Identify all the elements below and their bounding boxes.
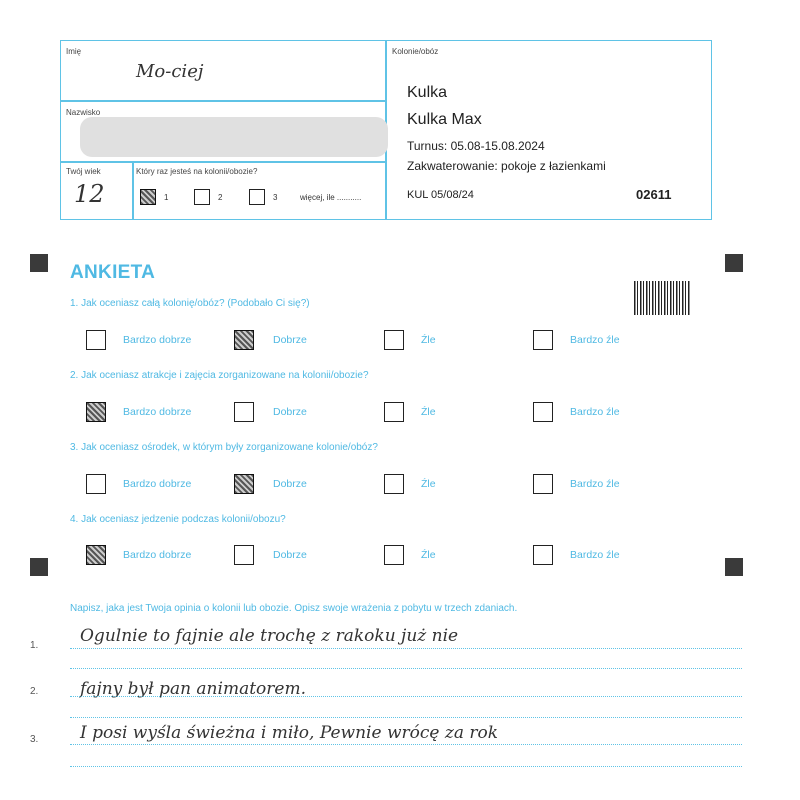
q3-option-label-3: Źle — [421, 478, 436, 490]
ktory-raz-opt1: 1 — [164, 193, 169, 202]
q3-option-label-4: Bardzo źle — [570, 478, 620, 490]
q3-option-checkbox-1[interactable] — [86, 474, 106, 494]
q1-option-checkbox-1[interactable] — [86, 330, 106, 350]
q1-option-label-3: Źle — [421, 334, 436, 346]
opinion-line-1[interactable]: Ogulnie to fajnie ale trochę z rakoku już nie — [80, 626, 459, 646]
camp-code: KUL 05/08/24 — [407, 189, 474, 201]
q4-option-label-3: Źle — [421, 549, 436, 561]
q4-option-checkbox-3[interactable] — [384, 545, 404, 565]
question-1: 1. Jak oceniasz całą kolonię/obóz? (Podobało Ci się?) — [70, 298, 310, 309]
q3-option-label-2: Dobrze — [273, 478, 307, 490]
opinion-line-3[interactable]: I posi wyśla świeżna i miło, Pewnie wrócę za rok — [80, 723, 499, 743]
survey-title: ANKIETA — [70, 262, 156, 283]
q1-option-checkbox-2[interactable] — [234, 330, 254, 350]
writing-line-dotted — [70, 696, 742, 697]
turnus: Turnus: 05.08-15.08.2024 — [407, 139, 545, 153]
question-4: 4. Jak oceniasz jedzenie podczas kolonii/obozu? — [70, 514, 286, 525]
q3-option-checkbox-2[interactable] — [234, 474, 254, 494]
ktory-raz-opt3: 3 — [273, 193, 278, 202]
writing-line-dotted — [70, 717, 742, 718]
registration-mark — [725, 254, 743, 272]
writing-line-dotted — [70, 744, 742, 745]
line-number-1: 1. — [30, 640, 39, 651]
ktory-raz-checkbox-2[interactable] — [194, 189, 210, 205]
opinion-line-2[interactable]: fajny był pan animatorem. — [80, 679, 306, 699]
line-number-3: 3. — [30, 734, 39, 745]
line-number-2: 2. — [30, 686, 39, 697]
wiek-value: 12 — [74, 180, 105, 208]
camp-name: Kulka — [407, 84, 448, 101]
q1-option-checkbox-4[interactable] — [533, 330, 553, 350]
wiecej-label: więcej, ile ........... — [300, 193, 362, 202]
q3-option-label-1: Bardzo dobrze — [123, 478, 192, 490]
q4-option-checkbox-1[interactable] — [86, 545, 106, 565]
ktory-raz-checkbox-3[interactable] — [249, 189, 265, 205]
q2-option-label-4: Bardzo źle — [570, 406, 620, 418]
q2-option-label-2: Dobrze — [273, 406, 307, 418]
q3-option-checkbox-3[interactable] — [384, 474, 404, 494]
q1-option-label-4: Bardzo źle — [570, 334, 620, 346]
q4-option-checkbox-4[interactable] — [533, 545, 553, 565]
camp-number: 02611 — [636, 187, 672, 202]
opinion-prompt: Napisz, jaka jest Twoja opinia o kolonii lub obozie. Opisz swoje wrażenia z pobytu w trzech zdaniach. — [70, 603, 518, 614]
writing-line-dotted — [70, 766, 742, 767]
zakwaterowanie: Zakwaterowanie: pokoje z łazienkami — [407, 159, 606, 173]
q2-option-label-1: Bardzo dobrze — [123, 406, 192, 418]
q2-option-checkbox-4[interactable] — [533, 402, 553, 422]
q4-option-label-4: Bardzo źle — [570, 549, 620, 561]
registration-mark — [30, 558, 48, 576]
q4-option-checkbox-2[interactable] — [234, 545, 254, 565]
q2-option-checkbox-2[interactable] — [234, 402, 254, 422]
question-3: 3. Jak oceniasz ośrodek, w którym były zorganizowane kolonie/obóz? — [70, 442, 378, 453]
q2-option-label-3: Źle — [421, 406, 436, 418]
ktory-raz-label: Który raz jesteś na kolonii/obozie? — [136, 167, 258, 176]
writing-line-dotted — [70, 668, 742, 669]
q1-option-label-1: Bardzo dobrze — [123, 334, 192, 346]
imie-value: Mo-ciej — [136, 61, 204, 82]
nazwisko-redacted — [80, 117, 388, 157]
question-2: 2. Jak oceniasz atrakcje i zajęcia zorganizowane na kolonii/obozie? — [70, 370, 369, 381]
q2-option-checkbox-1[interactable] — [86, 402, 106, 422]
imie-label: Imię — [66, 47, 82, 56]
q3-option-checkbox-4[interactable] — [533, 474, 553, 494]
wiek-label: Twój wiek — [66, 167, 101, 176]
registration-mark — [30, 254, 48, 272]
nazwisko-label: Nazwisko — [66, 108, 101, 117]
kolonie-label: Kolonie/obóz — [392, 47, 439, 56]
ktory-raz-checkbox-1[interactable] — [140, 189, 156, 205]
camp-sub: Kulka Max — [407, 111, 482, 128]
q2-option-checkbox-3[interactable] — [384, 402, 404, 422]
writing-line-dotted — [70, 648, 742, 649]
q1-option-checkbox-3[interactable] — [384, 330, 404, 350]
barcode — [634, 281, 690, 315]
q4-option-label-2: Dobrze — [273, 549, 307, 561]
q1-option-label-2: Dobrze — [273, 334, 307, 346]
ktory-raz-opt2: 2 — [218, 193, 223, 202]
q4-option-label-1: Bardzo dobrze — [123, 549, 192, 561]
registration-mark — [725, 558, 743, 576]
